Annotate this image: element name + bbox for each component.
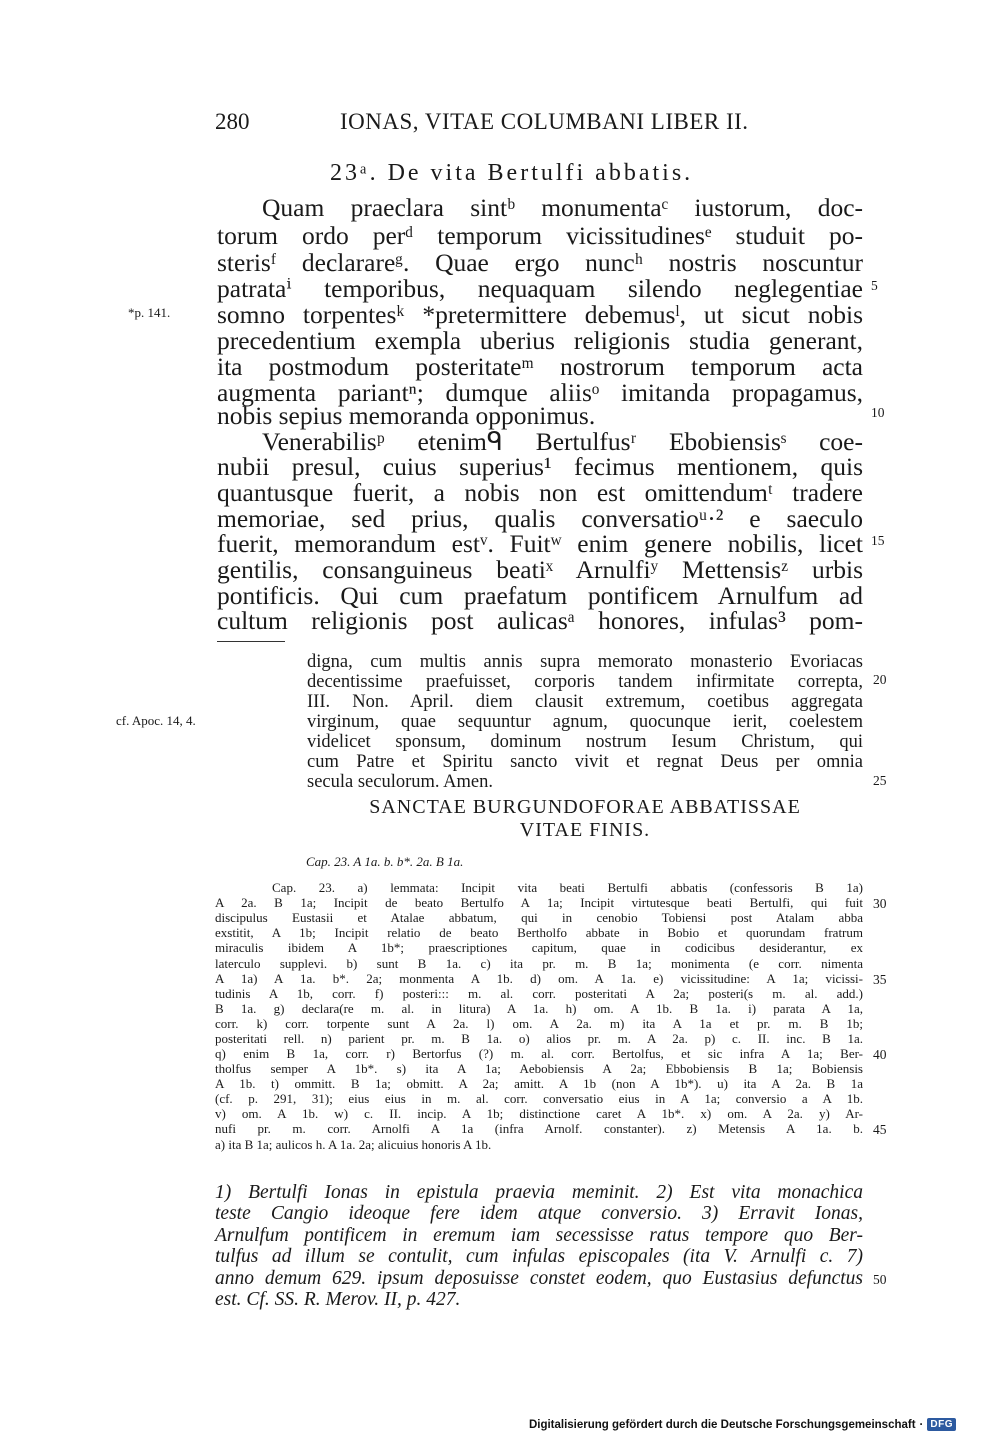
body-line: Quam praeclara sintᵇ monumentaᶜ iustorum, doc- (262, 193, 863, 222)
body-line: memoriae, sed prius, qualis conversatioᵘ·² e saeculo (217, 504, 863, 533)
apparatus-line: corr. k) corr. torpente sunt A 2a. l) om. A 2a. m) ita A 1a et pr. m. B 1b; (215, 1016, 863, 1031)
prev-text-line: secula seculorum. Amen. (307, 772, 493, 792)
body-line: gentilis, consanguineus beatiˣ Arnulfiʸ Mettensisᶻ urbis (217, 555, 863, 584)
body-line: Venerabilisᵖ etenimᑫ Bertulfusʳ Ebobiensisˢ coe- (262, 427, 863, 456)
apparatus-line: laterculo supplevi. b) sunt B 1a. c) ita pr. m. B 1a; monimenta (e corr. nimenta (215, 956, 863, 971)
apparatus-line: exstitit, A 1b; Incipit relatio de beato Bertholfo abbate in Bobio et quorundam fratrum (215, 925, 863, 940)
apparatus-line: A 1a) A 1a. b*. 2a; monmenta A 1b. d) om. A 1a. e) vicissitudine: A 1a; vicissi- (215, 971, 863, 986)
body-line: cultum religionis post aulicasᵃ honores, infulas³ pom- (217, 606, 863, 635)
footnote-line: tulfus ad illum se contulit, cum infulas episcopales (ita V. Arnulfi c. 7) (215, 1246, 863, 1267)
body-line: patrataⁱ temporibus, nequaquam silendo neglegentiae (217, 274, 863, 303)
margin-page-reference: *p. 141. (128, 305, 171, 320)
apparatus-line: Cap. 23. a) lemmata: Incipit vita beati Bertulfi abbatis (confessoris B 1a) (272, 880, 863, 895)
body-line: precedentium exempla uberius religionis studia generant, (217, 326, 863, 355)
line-number: 10 (871, 405, 885, 420)
prev-text-line: digna, cum multis annis supra memorato monasterio Evoriacas (307, 652, 863, 672)
prev-text-line: cum Patre et Spiritu sancto vivit et regnat Deus per omnia (307, 752, 863, 772)
prev-text-line: decentissime praefuisset, corporis tandem infirmitate correpta, (307, 672, 863, 692)
credit-text: Digitalisierung gefördert durch die Deutsche Forschungsgemeinschaft (528, 1418, 916, 1431)
line-number: 45 (873, 1122, 887, 1137)
apparatus-line: miraculis ibidem A 1b*; praescriptiones capitum, quae in codicibus desiderantur, ex (215, 940, 863, 955)
line-number: 20 (873, 672, 887, 687)
apparatus-heading: Cap. 23. A 1a. b. b*. 2a. B 1a. (306, 854, 464, 869)
dfg-logo: DFG (927, 1418, 956, 1431)
footnote-line: 1) Bertulfi Ionas in epistula praevia meminit. 2) Est vita monachica (215, 1182, 863, 1203)
apparatus-line: (cf. p. 291, 31); eius eius in m. al. corr. conversatio eius in A 1a; conversio a A 1b. (215, 1091, 863, 1106)
footnote-line: teste Cangio ideoque fere idem atque conversio. 3) Erravit Ionas, (215, 1203, 863, 1224)
apparatus-line: v) om. A 1b. w) c. II. incip. A 1b; distinctione caret A 1b*. x) om. A 2a. y) Ar- (215, 1106, 863, 1121)
line-number: 35 (873, 972, 887, 987)
running-title: IONAS, VITAE COLUMBANI LIBER II. (340, 109, 749, 134)
finis-heading: SANCTAE BURGUNDOFORAE ABBATISSAE (369, 796, 801, 818)
footnote-line: Arnulfum pontificem in eremum iam secessisse ratus tempore quo Ber- (215, 1225, 863, 1246)
line-number: 50 (873, 1272, 887, 1287)
digitization-credit: Digitalisierung gefördert durch die Deutsche Forschungsgemeinschaft · DFG (529, 1418, 956, 1431)
line-number: 15 (871, 533, 885, 548)
body-line: torum ordo perᵈ temporum vicissitudinesᵉ studuit po- (217, 221, 863, 250)
body-line: quantusque fuerit, a nobis non est omittendumᵗ tradere (217, 478, 863, 507)
body-line: sterisᶠ declarareᵍ. Quae ergo nuncʰ nostris noscuntur (217, 248, 863, 277)
apparatus-line: a) ita B 1a; aulicos h. A 1a. 2a; alicuius honoris A 1b. (215, 1137, 492, 1152)
prev-text-line: videlicet sponsum, dominum nostrum Iesum Christum, qui (307, 732, 863, 752)
apparatus-line: tholfus semper A 1b*. s) ita A 1a; Aebobiensis A 2a; Ebbobiensis B 1a; Bobiensis (215, 1061, 863, 1076)
apparatus-line: q) enim B 1a, corr. r) Bertorfus (?) m. al. corr. Bertolfus, et sic infra A 1a; Ber- (215, 1046, 863, 1061)
body-line: nubii presul, cuius superius¹ fecimus mentionem, quis (217, 452, 863, 481)
body-line: ita postmodum posteritateᵐ nostrorum temporum acta (217, 352, 863, 381)
body-line: pontificis. Qui cum praefatum pontificem Arnulfum ad (217, 581, 863, 610)
body-line: somno torpentesᵏ *pretermittere debemusˡ, ut sicut nobis (217, 300, 863, 329)
apparatus-line: A 2a. B 1a; Incipit de beato Bertulfo A 1a; Incipit virtutesque beati Bertulfi, qui fuit (215, 895, 863, 910)
apparatus-line: posteritati rell. n) parient pr. m. B 1a. o) alios pr. m. A 2a. p) c. II. inc. B 1a. (215, 1031, 863, 1046)
apparatus-line: B 1a. g) declara(re m. al. in litura) A 1a. h) om. A 1b. B 1a. i) parata A 1a, (215, 1001, 863, 1016)
footnote-line: anno demum 629. ipsum deposuisse constet eodem, quo Eustasius defunctus (215, 1268, 863, 1289)
body-line: fuerit, memorandum estᵛ. Fuitʷ enim genere nobilis, licet (217, 529, 863, 558)
line-number: 5 (871, 278, 878, 293)
line-number: 30 (873, 896, 887, 911)
apparatus-line: A 1b. t) ommitt. B 1a; obmitt. A 2a; amitt. A 1b (non A 1b*). u) ita A 2a. B 1a (215, 1076, 863, 1091)
margin-citation: cf. Apoc. 14, 4. (116, 713, 196, 728)
body-line: nobis sepius memoranda opponimus. (217, 401, 596, 430)
line-number: 40 (873, 1047, 887, 1062)
finis-heading: VITAE FINIS. (519, 819, 651, 841)
divider (217, 641, 285, 642)
prev-text-line: virginum, quae sequuntur agnum, quocunque ierit, coelestem (307, 712, 863, 732)
page-number: 280 (215, 109, 250, 134)
body-line: augmenta pariantⁿ; dumque aliisᵒ imitanda propagamus, (217, 378, 863, 407)
line-number: 25 (873, 773, 887, 788)
footnote-line: est. Cf. SS. R. Merov. II, p. 427. (215, 1289, 461, 1310)
prev-text-line: III. Non. April. diem clausit extremum, coetibus aggregata (307, 692, 863, 712)
chapter-title: 23ᵃ. De vita Bertulfi abbatis. (330, 160, 694, 186)
apparatus-line: nufi pr. m. corr. Arnolfi A 1a (infra Arnolf. constanter). z) Metensis A 1a. b. (215, 1121, 863, 1136)
apparatus-line: tudinis A 1b, corr. f) posteri::: m. al. corr. posteritati A 2a; posteri(s m. al. add.) (215, 986, 863, 1001)
apparatus-line: discipulus Eustasii et Atalae abbatum, qui in cenobio Tobiensi post Atalam abba (215, 910, 863, 925)
